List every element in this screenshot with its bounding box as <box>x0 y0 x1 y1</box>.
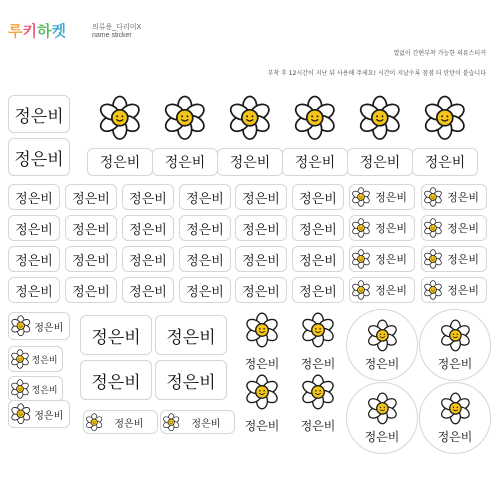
sticker-name-text: 정은비 <box>242 222 280 238</box>
name-label <box>235 215 287 241</box>
daisy-smiley-icon <box>10 379 30 399</box>
name-label <box>87 148 153 176</box>
sticker-name-text: 정은비 <box>244 419 280 433</box>
name-label <box>179 246 231 272</box>
sticker-name-text: 정은비 <box>91 372 141 393</box>
brand-char: 키 <box>22 22 37 40</box>
sticker-name-text: 정은비 <box>447 284 480 297</box>
usage-note: 열없이 간편부착 가능한 의류스티커 <box>393 50 486 57</box>
sticker-name-text: 정은비 <box>242 253 280 269</box>
name-label <box>292 277 344 303</box>
daisy-smiley-icon <box>85 413 103 431</box>
daisy-smiley-icon <box>423 280 443 300</box>
sticker-name-text: 정은비 <box>72 284 110 300</box>
daisy-smiley-icon <box>162 95 208 141</box>
sticker-name-text: 정은비 <box>437 430 473 445</box>
name-label <box>347 148 413 176</box>
sticker-name-text: 정은비 <box>242 284 280 300</box>
sticker-name-text: 정은비 <box>447 222 480 235</box>
sticker-name-text: 정은비 <box>129 191 167 207</box>
sticker-name-text: 정은비 <box>447 253 480 266</box>
sticker-name-text: 정은비 <box>191 418 221 430</box>
name-label <box>8 138 70 176</box>
daisy-smiley-icon <box>300 312 336 348</box>
name-label <box>65 184 117 210</box>
daisy-smiley-icon <box>423 187 443 207</box>
name-label <box>155 315 227 355</box>
daisy-smiley-icon <box>423 249 443 269</box>
sticker-name-text: 정은비 <box>99 155 141 171</box>
name-label <box>152 148 218 176</box>
daisy-smiley-icon <box>422 95 468 141</box>
daisy-smiley-icon <box>351 187 371 207</box>
sticker-name-text: 정은비 <box>300 357 336 371</box>
name-label <box>122 277 174 303</box>
sticker-name-text: 정은비 <box>186 284 224 300</box>
sticker-name-text: 정은비 <box>364 430 400 445</box>
daisy-smiley-icon <box>10 403 32 425</box>
name-label <box>65 215 117 241</box>
daisy-smiley-icon <box>351 218 371 238</box>
sticker-name-text: 정은비 <box>15 191 53 207</box>
product-subtitle: 의류용_다리미X <box>92 24 142 31</box>
sticker-name-text: 정은비 <box>31 385 58 396</box>
sticker-name-text: 정은비 <box>375 191 408 204</box>
name-label <box>292 215 344 241</box>
name-label <box>235 184 287 210</box>
daisy-smiley-icon <box>351 280 371 300</box>
name-label <box>8 277 60 303</box>
sticker-name-text: 정은비 <box>72 222 110 238</box>
daisy-smiley-icon <box>244 312 280 348</box>
sticker-name-text: 정은비 <box>91 327 141 348</box>
sticker-name-text: 정은비 <box>14 149 64 170</box>
name-label <box>235 277 287 303</box>
name-label <box>8 184 60 210</box>
sticker-name-text: 정은비 <box>164 155 206 171</box>
sticker-name-text: 정은비 <box>375 253 408 266</box>
name-label <box>179 184 231 210</box>
daisy-smiley-icon <box>439 392 472 425</box>
sticker-name-text: 정은비 <box>72 253 110 269</box>
brand-logo <box>8 20 66 41</box>
sticker-name-text: 정은비 <box>186 253 224 269</box>
brand-char: 루 <box>8 22 23 40</box>
name-label <box>292 184 344 210</box>
sticker-name-text: 정은비 <box>294 155 336 171</box>
sticker-name-text: 정은비 <box>364 357 400 372</box>
name-label <box>8 95 70 133</box>
sticker-name-text: 정은비 <box>437 357 473 372</box>
sticker-name-text: 정은비 <box>299 222 337 238</box>
sticker-name-text: 정은비 <box>129 253 167 269</box>
sticker-name-text: 정은비 <box>299 253 337 269</box>
sticker-name-text: 정은비 <box>424 155 466 171</box>
name-label <box>122 184 174 210</box>
name-label <box>122 246 174 272</box>
daisy-smiley-icon <box>439 319 472 352</box>
brand-char: 하 <box>37 22 52 40</box>
daisy-smiley-icon <box>366 392 399 425</box>
sticker-name-text: 정은비 <box>242 191 280 207</box>
name-label <box>155 360 227 400</box>
sticker-name-text: 정은비 <box>186 191 224 207</box>
name-label <box>292 246 344 272</box>
sticker-name-text: 정은비 <box>15 222 53 238</box>
sticker-name-text: 정은비 <box>186 222 224 238</box>
sticker-name-text: 정은비 <box>34 322 64 334</box>
name-label <box>65 277 117 303</box>
name-label <box>80 315 152 355</box>
sticker-name-text: 정은비 <box>114 418 144 430</box>
name-label <box>179 215 231 241</box>
sticker-name-text: 정은비 <box>129 284 167 300</box>
sticker-name-text: 정은비 <box>244 357 280 371</box>
sticker-name-text: 정은비 <box>375 222 408 235</box>
name-label <box>122 215 174 241</box>
daisy-smiley-icon <box>300 374 336 410</box>
sticker-name-text: 정은비 <box>229 155 271 171</box>
sticker-name-text: 정은비 <box>299 284 337 300</box>
sticker-name-text: 정은비 <box>166 372 216 393</box>
daisy-smiley-icon <box>227 95 273 141</box>
daisy-smiley-icon <box>162 413 180 431</box>
product-subtitle-en: name sticker <box>92 32 132 39</box>
sticker-name-text: 정은비 <box>15 253 53 269</box>
brand-char: 켓 <box>51 22 66 40</box>
sticker-name-text: 정은비 <box>300 419 336 433</box>
daisy-smiley-icon <box>10 349 30 369</box>
daisy-smiley-icon <box>244 374 280 410</box>
sticker-name-text: 정은비 <box>14 106 64 127</box>
daisy-smiley-icon <box>10 315 32 337</box>
usage-instruction: 부착 후 12시간이 지난 뒤 사용해 주세요! 시간이 지날수록 점점 더 탄탄이 붙습니다 <box>267 70 486 77</box>
sticker-name-text: 정은비 <box>72 191 110 207</box>
name-label <box>235 246 287 272</box>
sticker-name-text: 정은비 <box>15 284 53 300</box>
sticker-name-text: 정은비 <box>359 155 401 171</box>
daisy-smiley-icon <box>351 249 371 269</box>
sticker-name-text: 정은비 <box>129 222 167 238</box>
daisy-smiley-icon <box>366 319 399 352</box>
sticker-name-text: 정은비 <box>375 284 408 297</box>
sticker-name-text: 정은비 <box>447 191 480 204</box>
daisy-smiley-icon <box>292 95 338 141</box>
daisy-smiley-icon <box>423 218 443 238</box>
name-label <box>80 360 152 400</box>
name-label <box>65 246 117 272</box>
name-label <box>8 215 60 241</box>
name-label <box>179 277 231 303</box>
daisy-smiley-icon <box>357 95 403 141</box>
sticker-name-text: 정은비 <box>34 410 64 422</box>
sticker-name-text: 정은비 <box>31 355 58 366</box>
name-label <box>282 148 348 176</box>
daisy-smiley-icon <box>97 95 143 141</box>
name-label <box>217 148 283 176</box>
name-label <box>412 148 478 176</box>
sticker-name-text: 정은비 <box>299 191 337 207</box>
sticker-name-text: 정은비 <box>166 327 216 348</box>
name-label <box>8 246 60 272</box>
